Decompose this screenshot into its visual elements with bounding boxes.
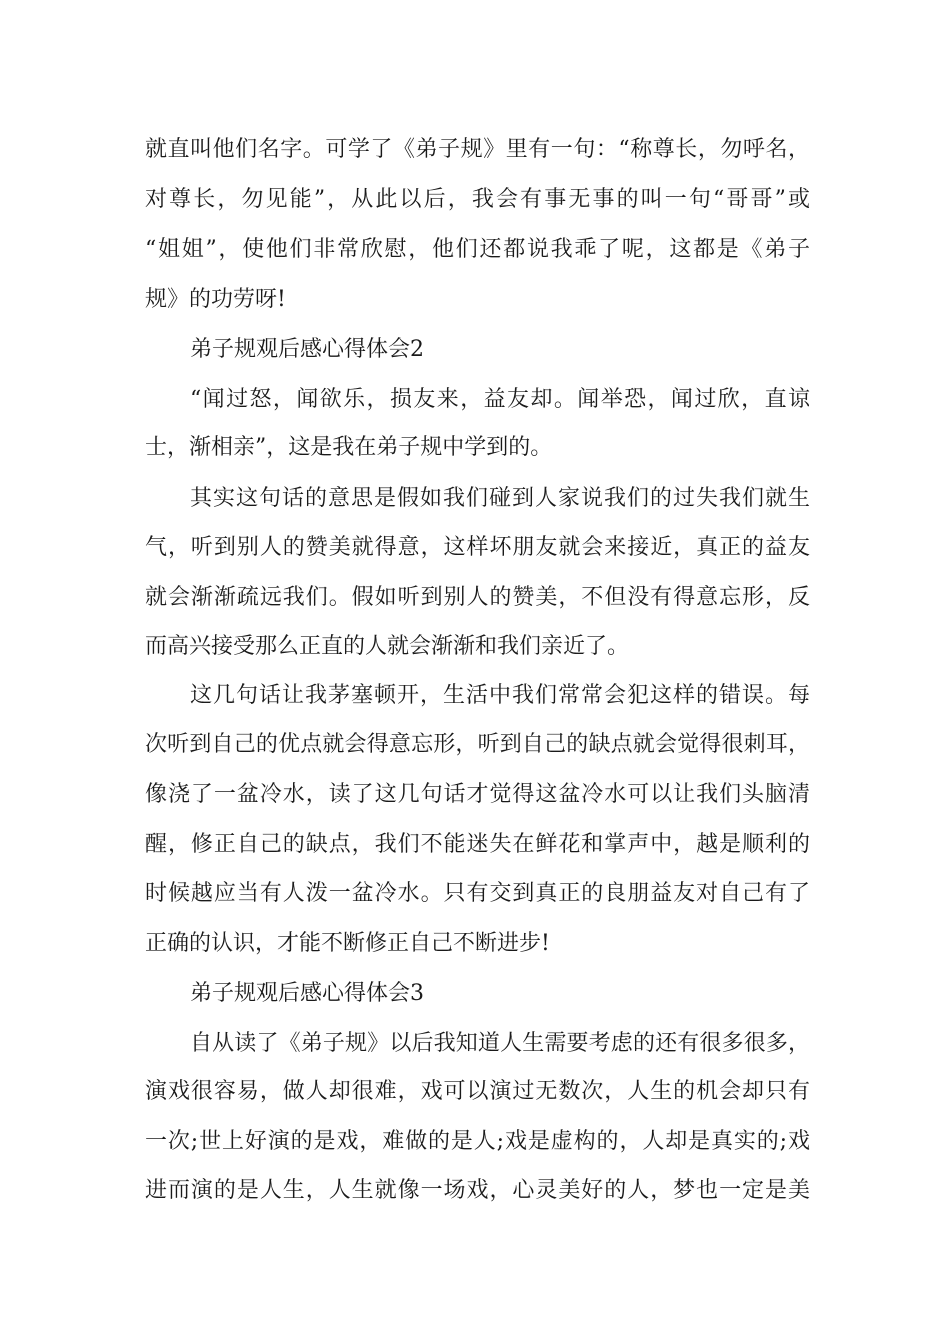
section-heading: 弟子规观后感心得体会2 <box>190 337 424 362</box>
paragraph-line: 进而演的是人生，人生就像一场戏，心灵美好的人，梦也一定是美 <box>145 1178 810 1203</box>
paragraph-line: 士，渐相亲”，这是我在弟子规中学到的。 <box>145 435 553 460</box>
paragraph-line: 规》的功劳呀! <box>145 287 286 312</box>
paragraph-line: 气，听到别人的赞美就得意，这样坏朋友就会来接近，真正的益友 <box>145 535 810 560</box>
paragraph-line: 正确的认识，才能不断修正自己不断进步! <box>145 931 550 956</box>
paragraph-line: 这几句话让我茅塞顿开，生活中我们常常会犯这样的错误。每 <box>190 683 810 708</box>
paragraph-line: 自从读了《弟子规》以后我知道人生需要考虑的还有很多很多， <box>190 1031 810 1056</box>
paragraph-line: 时候越应当有人泼一盆冷水。只有交到真正的良朋益友对自己有了 <box>145 881 810 906</box>
paragraph-line: 一次;世上好演的是戏，难做的是人;戏是虚构的，人却是真实的;戏 <box>145 1129 810 1154</box>
paragraph-line: 就会渐渐疏远我们。假如听到别人的赞美，不但没有得意忘形，反 <box>145 585 810 610</box>
paragraph-line: “姐姐”，使他们非常欣慰，他们还都说我乖了呢，这都是《弟子 <box>145 237 810 262</box>
paragraph-line: “闻过怒，闻欲乐，损友来，益友却。闻举恐，闻过欣，直谅 <box>190 387 810 412</box>
paragraph-line: 次听到自己的优点就会得意忘形，听到自己的缺点就会觉得很刺耳， <box>145 732 810 757</box>
paragraph-line: 就直叫他们名字。可学了《弟子规》里有一句：“称尊长，勿呼名， <box>145 137 810 162</box>
paragraph-line: 醒，修正自己的缺点，我们不能迷失在鲜花和掌声中，越是顺利的 <box>145 832 810 857</box>
section-heading: 弟子规观后感心得体会3 <box>190 981 424 1006</box>
paragraph-line: 其实这句话的意思是假如我们碰到人家说我们的过失我们就生 <box>190 486 810 511</box>
paragraph-line: 而高兴接受那么正直的人就会渐渐和我们亲近了。 <box>145 634 630 659</box>
paragraph-line: 对尊长，勿见能”，从此以后，我会有事无事的叫一句“哥哥”或 <box>145 187 810 212</box>
paragraph-line: 演戏很容易，做人却很难，戏可以演过无数次，人生的机会却只有 <box>145 1079 810 1104</box>
paragraph-line: 像浇了一盆冷水，读了这几句话才觉得这盆冷水可以让我们头脑清 <box>145 782 810 807</box>
